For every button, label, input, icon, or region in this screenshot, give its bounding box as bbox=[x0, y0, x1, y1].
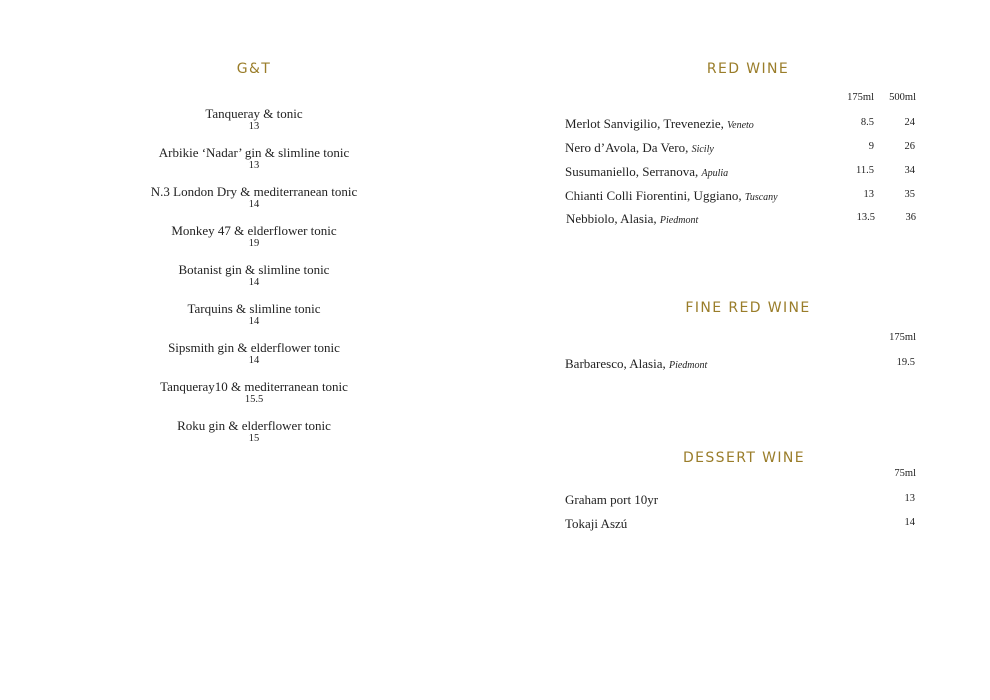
wine-row bbox=[565, 140, 917, 158]
drink-price: 14 bbox=[248, 316, 260, 327]
wine-row bbox=[565, 356, 917, 374]
wine-name: Nebbiolo, Alasia, bbox=[566, 211, 657, 226]
drink-price: 13 bbox=[248, 160, 260, 171]
wine-row bbox=[565, 492, 917, 510]
size-175ml-header: 175ml bbox=[889, 332, 916, 343]
list-item bbox=[104, 185, 404, 211]
size-75ml-header: 75ml bbox=[894, 468, 916, 479]
drink-name: Botanist gin & slimline tonic bbox=[178, 262, 330, 277]
wine-name: Graham port 10yr bbox=[565, 492, 659, 507]
size-500ml-header: 500ml bbox=[889, 92, 916, 103]
price-75ml: 13 bbox=[904, 493, 915, 504]
wine-region: Apulia bbox=[701, 168, 729, 179]
price-175ml: 13.5 bbox=[856, 212, 875, 223]
drink-name: Tarquins & slimline tonic bbox=[187, 301, 321, 316]
wine-row bbox=[565, 164, 917, 182]
wine-name: Barbaresco, Alasia, bbox=[565, 356, 666, 371]
drink-price: 15.5 bbox=[244, 394, 264, 405]
wine-region: Piedmont bbox=[668, 360, 708, 371]
drink-name: Sipsmith gin & elderflower tonic bbox=[168, 340, 340, 355]
list-item bbox=[104, 380, 404, 406]
wine-region: Tuscany bbox=[744, 192, 778, 203]
list-item bbox=[104, 341, 404, 367]
gt-heading: G&T bbox=[236, 61, 272, 77]
dessert-wine-heading: DESSERT WINE bbox=[682, 450, 806, 466]
price-175ml: 19.5 bbox=[896, 357, 915, 368]
wine-name-line bbox=[566, 211, 698, 227]
drink-price: 13 bbox=[248, 121, 260, 132]
drink-name: Arbikie ‘Nadar’ gin & slimline tonic bbox=[158, 145, 350, 160]
wine-row bbox=[565, 116, 917, 134]
list-item bbox=[104, 419, 404, 445]
price-175ml: 11.5 bbox=[856, 165, 874, 176]
drink-price: 14 bbox=[248, 277, 260, 288]
drink-price: 19 bbox=[248, 238, 260, 249]
wine-region: Sicily bbox=[691, 144, 714, 155]
price-500ml: 36 bbox=[905, 212, 916, 223]
list-item bbox=[104, 146, 404, 172]
gt-list bbox=[104, 107, 404, 458]
list-item bbox=[104, 107, 404, 133]
wine-name: Chianti Colli Fiorentini, Uggiano, bbox=[565, 188, 742, 203]
drink-name: Roku gin & elderflower tonic bbox=[177, 418, 331, 433]
wine-row bbox=[565, 188, 917, 206]
price-500ml: 26 bbox=[904, 141, 915, 152]
fine-red-wine-heading: FINE RED WINE bbox=[685, 300, 811, 316]
wine-row bbox=[566, 211, 917, 229]
drink-price: 14 bbox=[248, 355, 260, 366]
price-175ml: 8.5 bbox=[860, 117, 874, 128]
size-175ml-header: 175ml bbox=[847, 92, 874, 103]
wine-region: Piedmont bbox=[659, 215, 699, 226]
list-item bbox=[104, 224, 404, 250]
drink-name: Tanqueray & tonic bbox=[205, 106, 303, 121]
wine-name: Nero d’Avola, Da Vero, bbox=[565, 140, 689, 155]
price-175ml: 13 bbox=[863, 189, 874, 200]
wine-name-line bbox=[565, 164, 728, 180]
price-175ml: 9 bbox=[868, 141, 874, 152]
drink-name: Tanqueray10 & mediterranean tonic bbox=[160, 379, 348, 394]
drink-name: N.3 London Dry & mediterranean tonic bbox=[150, 184, 358, 199]
wine-region: Veneto bbox=[727, 120, 754, 131]
wine-name-line bbox=[565, 116, 754, 132]
wine-name: Susumaniello, Serranova, bbox=[565, 164, 699, 179]
drink-price: 15 bbox=[248, 433, 260, 444]
list-item bbox=[104, 302, 404, 328]
price-500ml: 34 bbox=[904, 165, 915, 176]
price-75ml: 14 bbox=[904, 517, 915, 528]
price-500ml: 24 bbox=[904, 117, 915, 128]
wine-name-line bbox=[565, 188, 778, 204]
drink-price: 14 bbox=[248, 199, 260, 210]
wine-row bbox=[565, 516, 917, 534]
wine-name: Merlot Sanvigilio, Trevenezie, bbox=[565, 116, 724, 131]
price-500ml: 35 bbox=[904, 189, 915, 200]
drink-name: Monkey 47 & elderflower tonic bbox=[171, 223, 337, 238]
red-wine-heading: RED WINE bbox=[706, 61, 790, 77]
list-item bbox=[104, 263, 404, 289]
wine-name-line bbox=[565, 140, 714, 156]
wine-name: Tokaji Aszú bbox=[565, 516, 628, 531]
wine-name-line bbox=[565, 356, 707, 372]
